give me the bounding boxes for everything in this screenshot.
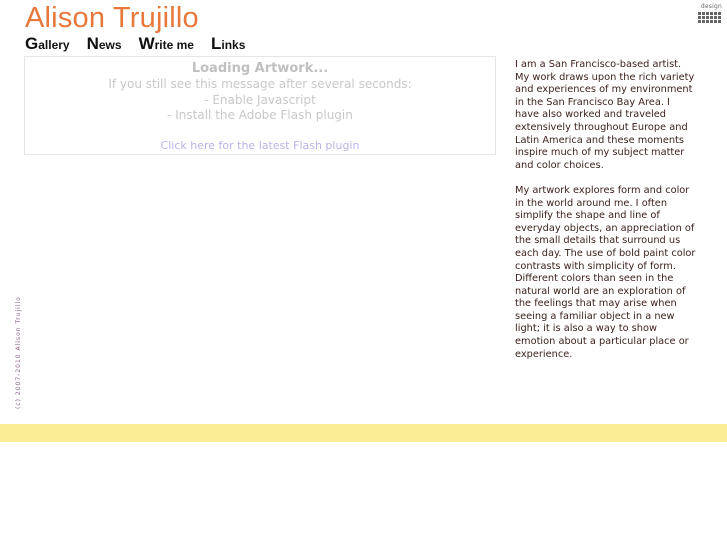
- nav-news-initial: N: [86, 34, 99, 53]
- nav-news-label: ews: [98, 38, 122, 52]
- bio-paragraph-2: My artwork explores form and color in the world around me. I often simplify the shape and line of everyday objects, an appreciation of the small details that surround us each day. The use of bold paint color contrasts with simplicity of form. Different colors than seen in the natural world are an exploration of the feelings that may arise when seeing a familiar object in a new light; it is also a way to show emotion about a particular place or experience.: [515, 184, 696, 360]
- footer-band: [0, 424, 727, 442]
- design-credit-badge[interactable]: [696, 4, 722, 26]
- design-credit-label: design: [700, 3, 722, 10]
- main-nav: [25, 34, 262, 54]
- nav-write-me-link[interactable]: [139, 34, 194, 54]
- nav-write-me-label: rite me: [154, 38, 194, 52]
- nav-links-link[interactable]: [211, 34, 245, 54]
- copyright-notice: (c) 2007-2010 Alison Trujillo: [15, 296, 22, 409]
- grid-logo-icon: [698, 12, 721, 23]
- flash-step-javascript: - Enable Javascript: [204, 92, 316, 107]
- site-title: Alison Trujillo: [25, 2, 199, 34]
- bio-paragraph-1: I am a San Francisco-based artist. My work draws upon the rich variety and experiences of my environment in the San Francisco Bay Area. I have also worked and traveled extensively throughout Europe and Latin America and these moments inspire much of my subject matter and color choices.: [515, 59, 695, 171]
- nav-gallery-initial: G: [25, 34, 39, 53]
- nav-news-link[interactable]: [87, 34, 122, 54]
- flash-artwork-placeholder: [24, 56, 496, 155]
- flash-step-plugin: - Install the Adobe Flash plugin: [167, 108, 353, 122]
- flash-message: If you still see this message after several seconds:: [108, 77, 412, 91]
- nav-gallery-label: allery: [38, 38, 70, 52]
- nav-links-initial: L: [210, 34, 222, 53]
- nav-write-me-initial: W: [138, 34, 155, 53]
- flash-plugin-link[interactable]: Click here for the latest Flash plugin: [160, 138, 360, 152]
- nav-links-label: inks: [221, 38, 246, 52]
- artist-bio: [515, 59, 697, 374]
- nav-gallery-link[interactable]: [25, 34, 70, 54]
- loading-heading: Loading Artwork...: [191, 61, 329, 76]
